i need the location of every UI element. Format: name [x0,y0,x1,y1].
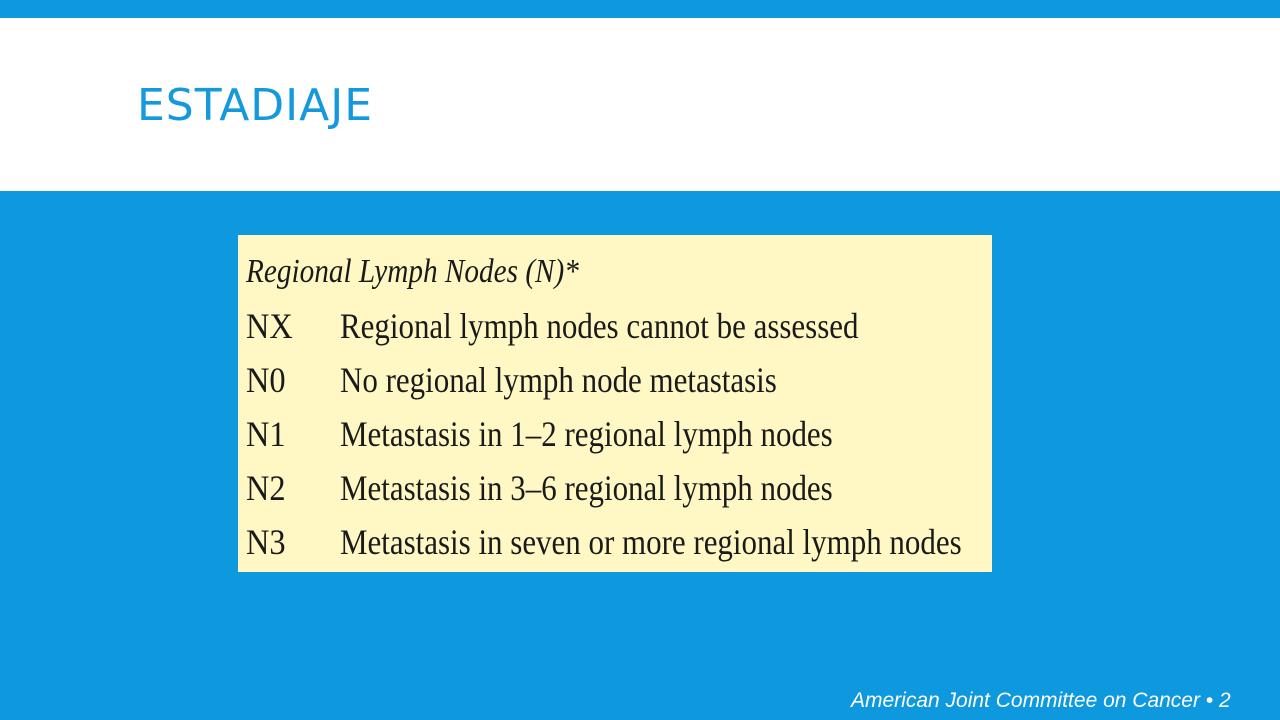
table-row [246,353,982,407]
row-description: Regional lymph nodes cannot be assessed [340,306,859,346]
row-description: Metastasis in seven or more regional lymph nodes [340,522,962,562]
table-row [246,299,982,353]
slide-title: ESTADIAJE [137,80,374,131]
row-code: N1 [246,414,286,454]
table-row [246,407,982,461]
table-row [246,461,982,515]
row-code: N2 [246,468,286,508]
title-band [0,18,1280,191]
row-code: N3 [246,522,286,562]
table-heading: Regional Lymph Nodes (N)* [246,253,579,290]
row-description: Metastasis in 1–2 regional lymph nodes [340,414,833,454]
footer-citation: American Joint Committee on Cancer • 2 [851,689,1231,712]
row-description: Metastasis in 3–6 regional lymph nodes [340,468,833,508]
row-code: N0 [246,360,286,400]
table-row [246,515,982,569]
row-code: NX [246,306,293,346]
row-description: No regional lymph node metastasis [340,360,777,400]
top-accent-stripe [0,0,1280,18]
lymph-node-staging-table [238,235,992,572]
